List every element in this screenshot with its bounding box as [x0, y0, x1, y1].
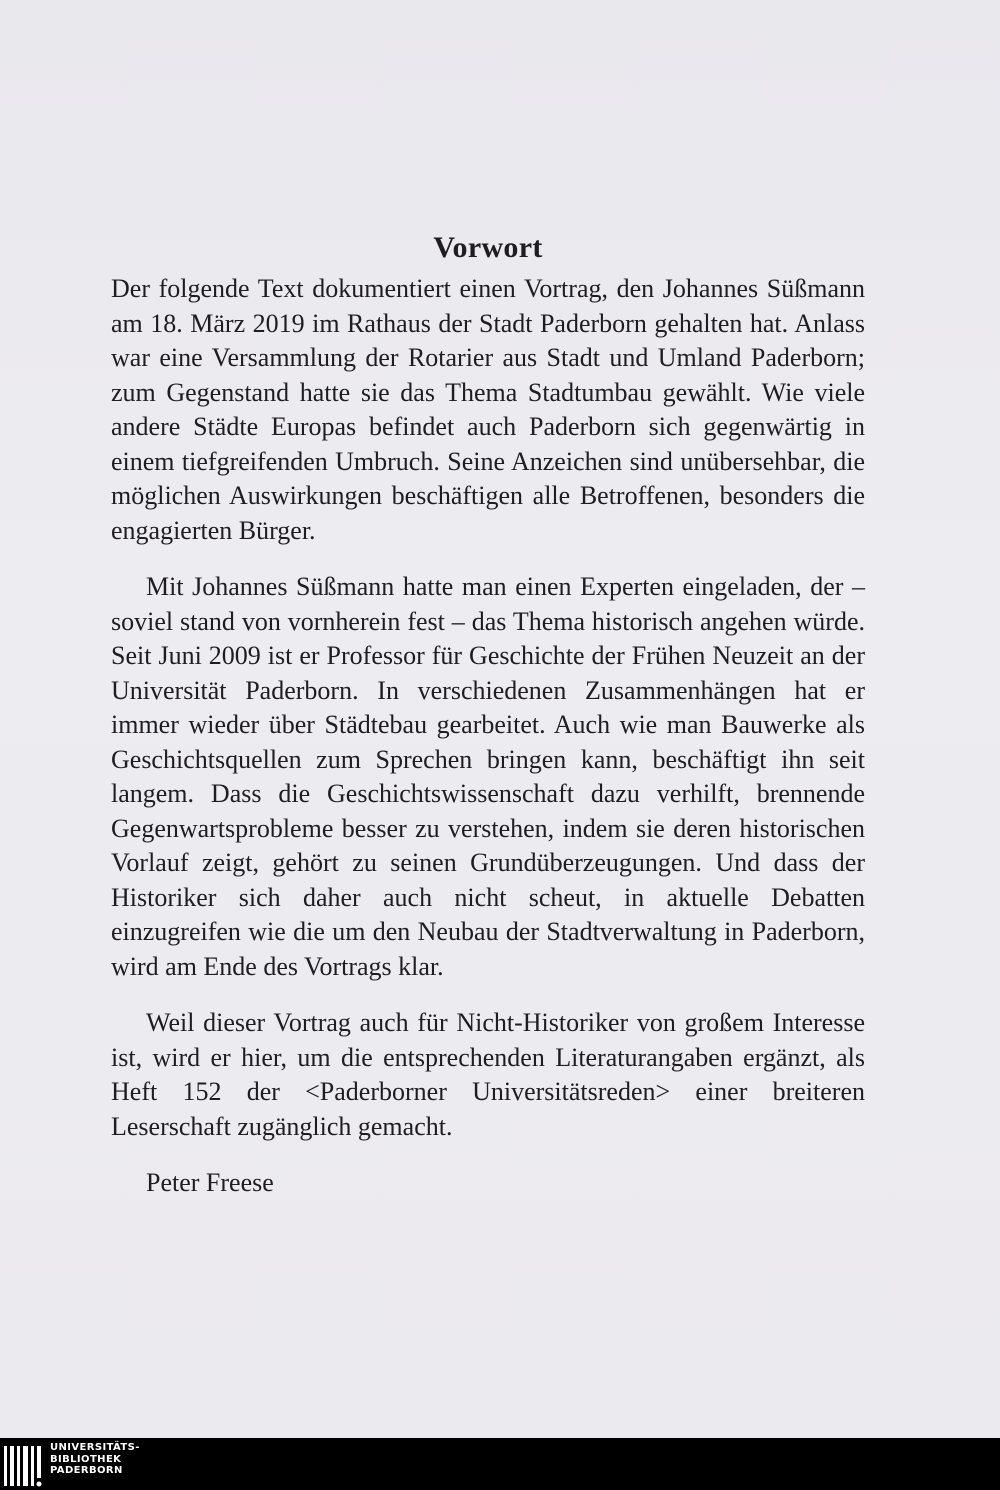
- paragraph-2: Mit Johannes Süßmann hatte man einen Experten eingeladen, der – soviel stand von vornherein fest – das Thema historisch angehen würde. Seit Juni 2009 ist er Professor für Geschichte der Frühen Neuzeit an der Universität Paderborn. In verschiedenen Zusammenhängen hat er immer wieder über Städtebau gearbeitet. Auch wie man Bauwerke als Geschichtsquellen zum Sprechen bringen kann, beschäftigt ihn seit langem. Dass die Geschichtswissenschaft dazu verhilft, brennende Gegenwartsprobleme besser zu verstehen, indem sie deren historischen Vorlauf zeigt, gehört zu seinen Grundüberzeugungen. Und dass der Historiker sich daher auch nicht scheut, in aktuelle Debatten einzugreifen wie die um den Neubau der Stadtverwaltung in Paderborn, wird am Ende des Vortrags klar.: [111, 572, 865, 981]
- ub-paderborn-barcode-logo-icon: [2, 1444, 44, 1488]
- paragraph-3: Weil dieser Vortrag auch für Nicht-Historiker von großem Interesse ist, wird er hier, um die entsprechenden Literaturangaben ergänzt, als Heft 152 der <Paderborner Universitätsreden> einer breiteren Leserschaft zugänglich gemacht.: [111, 1008, 865, 1141]
- library-logo-line-3: PADERBORN: [50, 1465, 123, 1476]
- library-footer-bar: [0, 1438, 1000, 1490]
- preface-text-block: [111, 228, 865, 1201]
- author-signature: Peter Freese: [146, 1168, 274, 1197]
- library-logo-text: [50, 1442, 140, 1477]
- page-title: Vorwort: [433, 231, 543, 264]
- library-logo-line-1: UNIVERSITÄTS-: [50, 1442, 140, 1453]
- paragraph-1: Der folgende Text dokumentiert einen Vortrag, den Johannes Süßmann am 18. März 2019 im Rathaus der Stadt Paderborn gehalten hat. Anlass war eine Versammlung der Rotarier aus Stadt und Umland Paderborn; zum Gegenstand hatte sie das Thema Stadtumbau gewählt. Wie viele andere Städte Europas befindet auch Paderborn sich gegenwärtig in einem tiefgreifenden Umbruch. Seine Anzeichen sind unübersehbar, die möglichen Auswirkungen beschäftigen alle Betroffenen, besonders die engagierten Bürger.: [111, 274, 865, 545]
- library-logo-line-2: BIBLIOTHEK: [50, 1453, 122, 1465]
